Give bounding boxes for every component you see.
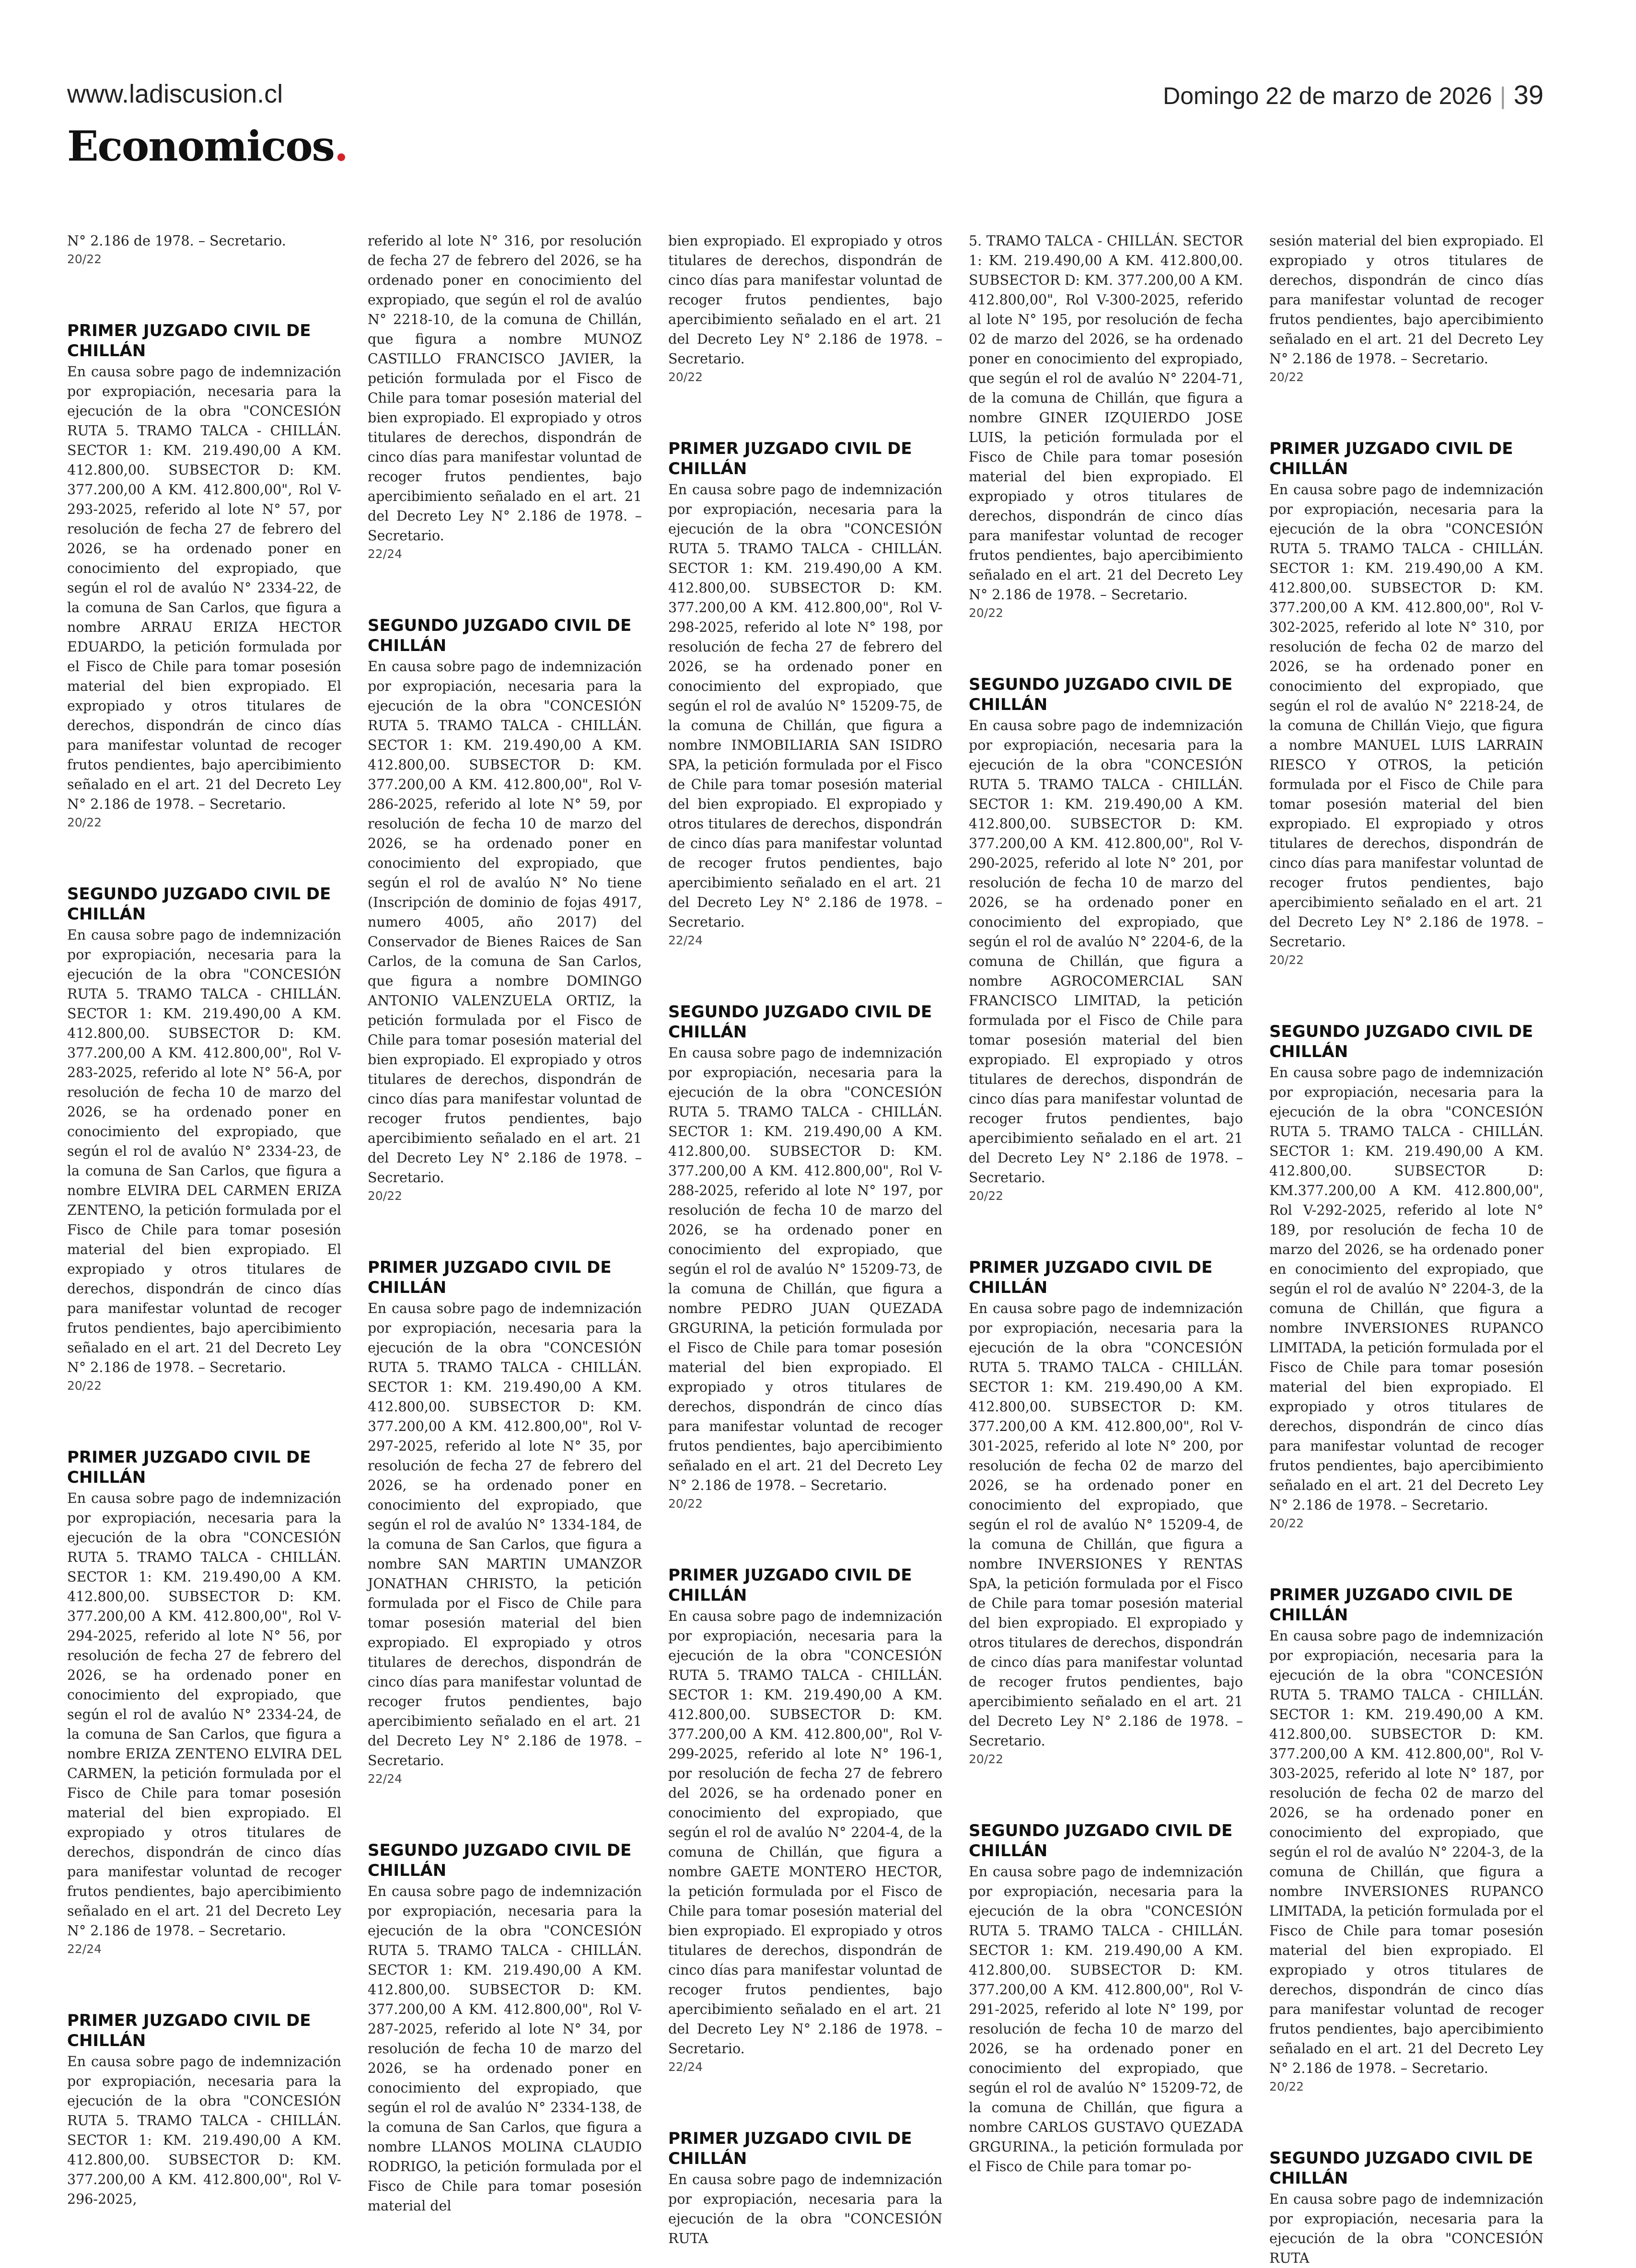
notice-code: 20/22 bbox=[67, 815, 102, 829]
notice-body: En causa sobre pago de indemnización por expropiación, necesaria para la ejecución de la obra "CONCESIÓN RUTA 5. TRAMO TALCA - CHILLÁN. SECTOR 1: KM. 219.490,00 A KM. 412.800,00. SUBSECTOR D: KM. 377.200,00 A KM. 412.800,00", Rol V-294-2025, referido al lote N° 56, por resolución de fecha 27 de febrero del 2026, se ha ordenado poner en conocimiento del expropiado, que según el rol de avalúo N° 2334-24, de la comuna de San Carlos, que figura a nombre ERIZA ZENTENO ELVIRA DEL CARMEN, la petición formulada por el Fisco de Chile para tomar posesión material del bien expropiado. El expropiado y otros titulares de derechos, dispondrán de cinco días para manifestar voluntad de recoger frutos pendientes, bajo apercibimiento señalado en el art. 21 del Decreto Ley N° 2.186 de 1978. – Secretario. bbox=[67, 1490, 341, 1939]
legal-notice bbox=[969, 1257, 1243, 1768]
legal-notice bbox=[368, 231, 642, 563]
section-title bbox=[67, 122, 348, 171]
column-3 bbox=[668, 231, 942, 2246]
legal-notice bbox=[67, 884, 341, 1395]
notice-body: En causa sobre pago de indemnización por expropiación, necesaria para la ejecución de la obra "CONCESIÓN RUTA 5. TRAMO TALCA - CHILLÁN. SECTOR 1: KM. 219.490,00 A KM. 412.800,00. SUBSECTOR D: KM. 377.200,00 A KM. 412.800,00", Rol V-301-2025, referido al lote N° 200, por resolución de fecha 02 de marzo del 2026, se ha ordenado poner en conocimiento del expropiado, que según el rol de avalúo N° 15209-4, de la comuna de Chillán, que figura a nombre INVERSIONES Y RENTAS SpA, la petición formulada por el Fisco de Chile para tomar posesión material del bien expropiado. El expropiado y otros titulares de derechos, dispondrán de cinco días para manifestar voluntad de recoger frutos pendientes, bajo apercibimiento señalado en el art. 21 del Decreto Ley N° 2.186 de 1978. – Secretario. bbox=[969, 1301, 1243, 1749]
legal-notice bbox=[368, 1840, 642, 2216]
notice-code: 20/22 bbox=[668, 1497, 703, 1511]
notice-title: PRIMER JUZGADO CIVIL DE CHILLÁN bbox=[67, 321, 311, 361]
notice-title: PRIMER JUZGADO CIVIL DE CHILLÁN bbox=[368, 1258, 612, 1297]
notice-body: En causa sobre pago de indemnización por expropiación, necesaria para la ejecución de la obra "CONCESIÓN RUTA 5. TRAMO TALCA - CHILLÁN. SECTOR 1: KM. 219.490,00 A KM. 412.800,00. SUBSECTOR D: KM. 377.200,00 A KM. 412.800,00", Rol V-291-2025, referido al lote N° 199, por resolución de fecha 10 de marzo del 2026, se ha ordenado poner en conocimiento del expropiado, que según el rol de avalúo N° 15209-72, de la comuna de Chillán, que figura a nombre CARLOS GUSTAVO QUEZADA GRGURINA., la petición formulada por el Fisco de Chile para tomar po- bbox=[969, 1864, 1243, 2175]
legal-notice bbox=[67, 231, 341, 268]
notice-title: PRIMER JUZGADO CIVIL DE CHILLÁN bbox=[67, 1448, 311, 1487]
notice-code: 20/22 bbox=[1269, 1516, 1304, 1530]
notice-code: 22/24 bbox=[668, 2060, 703, 2074]
notice-body: En causa sobre pago de indemnización por expropiación, necesaria para la ejecución de la obra "CONCESIÓN RUTA 5. TRAMO TALCA - CHILLÁN. SECTOR 1: KM. 219.490,00 A KM. 412.800,00. SUBSECTOR D: KM. 377.200,00 A KM. 412.800,00", Rol V-287-2025, referido al lote N° 34, por resolución de fecha 10 de marzo del 2026, se ha ordenado poner en conocimiento del expropiado, que según el rol de avalúo N° 2334-138, de la comuna de San Carlos, que figura a nombre LLANOS MOLINA CLAUDIO RODRIGO, la petición formulada por el Fisco de Chile para tomar posesión material del bbox=[368, 1884, 642, 2214]
notice-body: N° 2.186 de 1978. – Secretario. bbox=[67, 233, 286, 249]
notice-body: En causa sobre pago de indemnización por expropiación, necesaria para la ejecución de la obra "CONCESIÓN RUTA bbox=[668, 2172, 942, 2246]
meta-separator: | bbox=[1499, 82, 1506, 109]
column-5 bbox=[1269, 231, 1543, 2266]
issue-date: Domingo 22 de marzo de 2026 bbox=[1163, 82, 1492, 109]
notice-title: PRIMER JUZGADO CIVIL DE CHILLÁN bbox=[969, 1258, 1213, 1297]
notice-code: 20/22 bbox=[1269, 953, 1304, 967]
notice-body: En causa sobre pago de indemnización por expropiación, necesaria para la ejecución de la obra "CONCESIÓN RUTA 5. TRAMO TALCA - CHILLÁN. SECTOR 1: KM. 219.490,00 A KM. 412.800,00. SUBSECTOR D: KM. 377.200,00 A KM. 412.800,00", Rol V-297-2025, referido al lote N° 35, por resolución de fecha 27 de febrero del 2026, se ha ordenado poner en conocimiento del expropiado, que según el rol de avalúo N° 1334-184, de la comuna de San Carlos, que figura a nombre SAN MARTIN UMANZOR JONATHAN CHRISTO, la petición formulada por el Fisco de Chile para tomar posesión material del bien expropiado. El expropiado y otros titulares de derechos, dispondrán de cinco días para manifestar voluntad de recoger frutos pendientes, bajo apercibimiento señalado en el art. 21 del Decreto Ley N° 2.186 de 1978. – Secretario. bbox=[368, 1301, 642, 1768]
legal-notice bbox=[1269, 1585, 1543, 2095]
notice-code: 20/22 bbox=[1269, 2080, 1304, 2094]
legal-notice bbox=[969, 1821, 1243, 2176]
notice-title: SEGUNDO JUZGADO CIVIL DE CHILLÁN bbox=[67, 884, 331, 924]
notice-body: En causa sobre pago de indemnización por expropiación, necesaria para la ejecución de la obra "CONCESIÓN RUTA 5. TRAMO TALCA - CHILLÁN. SECTOR 1: KM. 219.490,00 A KM. 412.800,00. SUBSECTOR D: KM. 377.200,00 A KM. 412.800,00", Rol V-299-2025, referido al lote N° 196-1, por resolución de fecha 27 de febrero del 2026, se ha ordenado poner en conocimiento del expropiado, que según el rol de avalúo N° 2204-4, de la comuna de Chillán, que figura a nombre GAETE MONTERO HECTOR, la petición formulada por el Fisco de Chile para tomar posesión material del bien expropiado. El expropiado y otros titulares de derechos, dispondrán de cinco días para manifestar voluntad de recoger frutos pendientes, bajo apercibimiento señalado en el art. 21 del Decreto Ley N° 2.186 de 1978. – Secretario. bbox=[668, 1608, 942, 2057]
legal-notice bbox=[368, 616, 642, 1205]
notice-title: SEGUNDO JUZGADO CIVIL DE CHILLÁN bbox=[1269, 1022, 1533, 1061]
page-number: 39 bbox=[1513, 80, 1543, 110]
notice-body: En causa sobre pago de indemnización por expropiación, necesaria para la ejecución de la obra "CONCESIÓN RUTA 5. TRAMO TALCA - CHILLÁN. SECTOR 1: KM. 219.490,00 A KM. 412.800,00. SUBSECTOR D: KM. 377.200,00 A KM. 412.800,00", Rol V-290-2025, referido al lote N° 201, por resolución de fecha 10 de marzo del 2026, se ha ordenado poner en conocimiento del expropiado, que según el rol de avalúo N° 2204-6, de la comuna de Chillán, que figura a nombre AGROCOMERCIAL SAN FRANCISCO LIMITAD, la petición formulada por el Fisco de Chile para tomar posesión material del bien expropiado. El expropiado y otros titulares de derechos, dispondrán de cinco días para manifestar voluntad de recoger frutos pendientes, bajo apercibimiento señalado en el art. 21 del Decreto Ley N° 2.186 de 1978. – Secretario. bbox=[969, 718, 1243, 1186]
legal-notice bbox=[668, 2128, 942, 2248]
notice-body: En causa sobre pago de indemnización por expropiación, necesaria para la ejecución de la obra "CONCESIÓN RUTA 5. TRAMO TALCA - CHILLÁN. SECTOR 1: KM. 219.490,00 A KM. 412.800,00. SUBSECTOR D: KM. 377.200,00 A KM. 412.800,00", Rol V-302-2025, referido al lote N° 310, por resolución de fecha 02 de marzo del 2026, se ha ordenado poner en conocimiento del expropiado, que según el rol de avalúo N° 2218-24, de la comuna de Chillán Viejo, que figura a nombre MANUEL LUIS LARRAIN RIESCO Y OTROS, la petición formulada por el Fisco de Chile para tomar posesión material del bien expropiado. El expropiado y otros titulares de derechos, dispondrán de cinco días para manifestar voluntad de recoger frutos pendientes, bajo apercibimiento señalado en el art. 21 del Decreto Ley N° 2.186 de 1978. – Secretario. bbox=[1269, 482, 1543, 950]
notice-body: En causa sobre pago de indemnización por expropiación, necesaria para la ejecución de la obra "CONCESIÓN RUTA 5. TRAMO TALCA - CHILLÁN. SECTOR 1: KM. 219.490,00 A KM. 412.800,00. SUBSECTOR D: KM. 377.200,00 A KM. 412.800,00", Rol V-303-2025, referido al lote N° 187, por resolución de fecha 02 de marzo del 2026, se ha ordenado poner en conocimiento del expropiado, que según el rol de avalúo N° 2204-3, de la comuna de Chillán, que figura a nombre INVERSIONES RUPANCO LIMITADA, la petición formulada por el Fisco de Chile para tomar posesión material del bien expropiado. El expropiado y otros titulares de derechos, dispondrán de cinco días para manifestar voluntad de recoger frutos pendientes, bajo apercibimiento señalado en el art. 21 del Decreto Ley N° 2.186 de 1978. – Secretario. bbox=[1269, 1628, 1543, 2076]
site-url-link[interactable]: www.ladiscusion.cl bbox=[67, 80, 283, 108]
classifieds-columns bbox=[67, 231, 1543, 2266]
notice-body: En causa sobre pago de indemnización por expropiación, necesaria para la ejecución de la obra "CONCESIÓN RUTA bbox=[1269, 2191, 1543, 2266]
legal-notice bbox=[1269, 231, 1543, 386]
legal-notice bbox=[1269, 2148, 1543, 2268]
legal-notice bbox=[668, 1002, 942, 1512]
legal-notice bbox=[969, 231, 1243, 622]
notice-title: PRIMER JUZGADO CIVIL DE CHILLÁN bbox=[668, 1566, 912, 1605]
notice-body: bien expropiado. El expropiado y otros titulares de derechos, dispondrán de cinco días para manifestar voluntad de recoger frutos pendientes, bajo apercibimiento señalado en el art. 21 del Decreto Ley N° 2.186 de 1978. – Secretario. bbox=[668, 233, 942, 367]
legal-notice bbox=[1269, 439, 1543, 969]
notice-body: En causa sobre pago de indemnización por expropiación, necesaria para la ejecución de la obra "CONCESIÓN RUTA 5. TRAMO TALCA - CHILLÁN. SECTOR 1: KM. 219.490,00 A KM. 412.800,00. SUBSECTOR D: KM. 377.200,00 A KM. 412.800,00", Rol V-288-2025, referido al lote N° 197, por resolución de fecha 10 de marzo del 2026, se ha ordenado poner en conocimiento del expropiado, que según el rol de avalúo N° 15209-73, de la comuna de Chillán, que figura a nombre PEDRO JUAN QUEZADA GRGURINA, la petición formulada por el Fisco de Chile para tomar posesión material del bien expropiado. El expropiado y otros titulares de derechos, dispondrán de cinco días para manifestar voluntad de recoger frutos pendientes, bajo apercibimiento señalado en el art. 21 del Decreto Ley N° 2.186 de 1978. – Secretario. bbox=[668, 1045, 942, 1493]
column-4 bbox=[969, 231, 1243, 2240]
legal-notice bbox=[67, 321, 341, 831]
legal-notice bbox=[668, 1565, 942, 2076]
notice-code: 22/24 bbox=[368, 547, 403, 561]
section-title-text: Economicos bbox=[67, 122, 334, 171]
legal-notice bbox=[969, 675, 1243, 1205]
notice-body: referido al lote N° 316, por resolución de fecha 27 de febrero del 2026, se ha ordenado poner en conocimiento del expropiado, que según el rol de avalúo N° 2218-10, de la comuna de Chillán, que figura a nombre MUNOZ CASTILLO FRANCISCO JAVIER, la petición formulada por el Fisco de Chile para tomar posesión material del bien expropiado. El expropiado y otros titulares de derechos, dispondrán de cinco días para manifestar voluntad de recoger frutos pendientes, bajo apercibimiento señalado en el art. 21 del Decreto Ley N° 2.186 de 1978. – Secretario. bbox=[368, 233, 642, 544]
notice-body: En causa sobre pago de indemnización por expropiación, necesaria para la ejecución de la obra "CONCESIÓN RUTA 5. TRAMO TALCA - CHILLÁN. SECTOR 1: KM. 219.490,00 A KM. 412.800,00. SUBSECTOR D: KM.377.200,00 A KM. 412.800,00", Rol V-292-2025, referido al lote N° 189, por resolución de fecha 10 de marzo del 2026, se ha ordenado poner en conocimiento del expropiado, que según el rol de avalúo N° 2204-3, de la comuna de Chillán, que figura a nombre INVERSIONES RUPANCO LIMITADA, la petición formulada por el Fisco de Chile para tomar posesión material del bien expropiado. El expropiado y otros titulares de derechos, dispondrán de cinco días para manifestar voluntad de recoger frutos pendientes, bajo apercibimiento señalado en el art. 21 del Decreto Ley N° 2.186 de 1978. – Secretario. bbox=[1269, 1065, 1543, 1513]
notice-title: PRIMER JUZGADO CIVIL DE CHILLÁN bbox=[668, 439, 912, 478]
legal-notice bbox=[668, 231, 942, 386]
notice-code: 20/22 bbox=[1269, 370, 1304, 384]
notice-title: PRIMER JUZGADO CIVIL DE CHILLÁN bbox=[668, 2129, 912, 2168]
notice-title: SEGUNDO JUZGADO CIVIL DE CHILLÁN bbox=[969, 675, 1233, 714]
section-title-dot: . bbox=[334, 122, 348, 171]
notice-code: 22/24 bbox=[368, 1772, 403, 1786]
legal-notice bbox=[368, 1257, 642, 1788]
notice-body: En causa sobre pago de indemnización por expropiación, necesaria para la ejecución de la obra "CONCESIÓN RUTA 5. TRAMO TALCA - CHILLÁN. SECTOR 1: KM. 219.490,00 A KM. 412.800,00. SUBSECTOR D: KM. 377.200,00 A KM. 412.800,00", Rol V-298-2025, referido al lote N° 198, por resolución de fecha 27 de febrero del 2026, se ha ordenado poner en conocimiento del expropiado, que según el rol de avalúo N° 15209-75, de la comuna de Chillán, que figura a nombre INMOBILIARIA SAN ISIDRO SPA, la petición formulada por el Fisco de Chile para tomar posesión material del bien expropiado. El expropiado y otros titulares de derechos, dispondrán de cinco días para manifestar voluntad de recoger frutos pendientes, bajo apercibimiento señalado en el art. 21 del Decreto Ley N° 2.186 de 1978. – Secretario. bbox=[668, 482, 942, 930]
notice-body: En causa sobre pago de indemnización por expropiación, necesaria para la ejecución de la obra "CONCESIÓN RUTA 5. TRAMO TALCA - CHILLÁN. SECTOR 1: KM. 219.490,00 A KM. 412.800,00. SUBSECTOR D: KM. 377.200,00 A KM. 412.800,00", Rol V-286-2025, referido al lote N° 59, por resolución de fecha 10 de marzo del 2026, se ha ordenado poner en conocimiento del expropiado, que según el rol de avalúo N° No tiene (Inscripción de dominio de fojas 4917, numero 4005, año 2017) del Conservador de Bienes Raices de San Carlos, de la comuna de San Carlos, que figura a nombre DOMINGO ANTONIO VALENZUELA ORTIZ, la petición formulada por el Fisco de Chile para tomar posesión material del bien expropiado. El expropiado y otros titulares de derechos, dispondrán de cinco días para manifestar voluntad de recoger frutos pendientes, bajo apercibimiento señalado en el art. 21 del Decreto Ley N° 2.186 de 1978. – Secretario. bbox=[368, 659, 642, 1186]
column-1 bbox=[67, 231, 341, 2240]
notice-body: sesión material del bien expropiado. El expropiado y otros titulares de derechos, dispondrán de cinco días para manifestar voluntad de recoger frutos pendientes, bajo apercibimiento señalado en el art. 21 del Decreto Ley N° 2.186 de 1978. – Secretario. bbox=[1269, 233, 1543, 367]
notice-body: 5. TRAMO TALCA - CHILLÁN. SECTOR 1: KM. 219.490,00 A KM. 412.800,00. SUBSECTOR D: KM. 377.200,00 A KM. 412.800,00", Rol V-300-2025, referido al lote N° 195, por resolución de fecha 02 de marzo del 2026, se ha ordenado poner en conocimiento del expropiado, que según el rol de avalúo N° 2204-71, de la comuna de Chillán, que figura a nombre GINER IZQUIERDO JOSE LUIS, la petición formulada por el Fisco de Chile para tomar posesión material del bien expropiado. El expropiado y otros titulares de derechos, dispondrán de cinco días para manifestar voluntad de recoger frutos pendientes, bajo apercibimiento señalado en el art. 21 del Decreto Ley N° 2.186 de 1978. – Secretario. bbox=[969, 233, 1243, 603]
notice-code: 20/22 bbox=[368, 1189, 403, 1203]
notice-title: SEGUNDO JUZGADO CIVIL DE CHILLÁN bbox=[368, 1841, 632, 1880]
notice-code: 20/22 bbox=[67, 252, 102, 266]
notice-body: En causa sobre pago de indemnización por expropiación, necesaria para la ejecución de la obra "CONCESIÓN RUTA 5. TRAMO TALCA - CHILLÁN. SECTOR 1: KM. 219.490,00 A KM. 412.800,00. SUBSECTOR D: KM. 377.200,00 A KM. 412.800,00", Rol V-283-2025, referido al lote N° 56-A, por resolución de fecha 10 de marzo del 2026, se ha ordenado poner en conocimiento del expropiado, que según el rol de avalúo N° 2334-23, de la comuna de San Carlos, que figura a nombre ELVIRA DEL CARMEN ERIZA ZENTENO, la petición formulada por el Fisco de Chile para tomar posesión material del bien expropiado. El expropiado y otros titulares de derechos, dispondrán de cinco días para manifestar voluntad de recoger frutos pendientes, bajo apercibimiento señalado en el art. 21 del Decreto Ley N° 2.186 de 1978. – Secretario. bbox=[67, 927, 341, 1375]
notice-code: 20/22 bbox=[969, 1189, 1004, 1203]
notice-code: 20/22 bbox=[969, 1752, 1004, 1766]
notice-title: PRIMER JUZGADO CIVIL DE CHILLÁN bbox=[1269, 439, 1513, 478]
notice-title: SEGUNDO JUZGADO CIVIL DE CHILLÁN bbox=[969, 1821, 1233, 1861]
legal-notice bbox=[67, 1447, 341, 1958]
notice-code: 20/22 bbox=[67, 1379, 102, 1393]
notice-body: En causa sobre pago de indemnización por expropiación, necesaria para la ejecución de la obra "CONCESIÓN RUTA 5. TRAMO TALCA - CHILLÁN. SECTOR 1: KM. 219.490,00 A KM. 412.800,00. SUBSECTOR D: KM. 377.200,00 A KM. 412.800,00", Rol V-296-2025, bbox=[67, 2054, 341, 2207]
notice-code: 20/22 bbox=[668, 370, 703, 384]
column-2 bbox=[368, 231, 642, 2240]
notice-code: 20/22 bbox=[969, 606, 1004, 620]
page-header bbox=[67, 72, 1543, 177]
legal-notice bbox=[668, 439, 942, 949]
notice-code: 22/24 bbox=[668, 933, 703, 947]
legal-notice bbox=[1269, 1022, 1543, 1532]
notice-title: SEGUNDO JUZGADO CIVIL DE CHILLÁN bbox=[1269, 2149, 1533, 2188]
page-meta bbox=[1163, 79, 1543, 110]
notice-title: SEGUNDO JUZGADO CIVIL DE CHILLÁN bbox=[668, 1002, 932, 1042]
notice-title: SEGUNDO JUZGADO CIVIL DE CHILLÁN bbox=[368, 616, 632, 655]
notice-title: PRIMER JUZGADO CIVIL DE CHILLÁN bbox=[1269, 1585, 1513, 1625]
notice-body: En causa sobre pago de indemnización por expropiación, necesaria para la ejecución de la obra "CONCESIÓN RUTA 5. TRAMO TALCA - CHILLÁN. SECTOR 1: KM. 219.490,00 A KM. 412.800,00. SUBSECTOR D: KM. 377.200,00 A KM. 412.800,00", Rol V-293-2025, referido al lote N° 57, por resolución de fecha 27 de febrero del 2026, se ha ordenado poner en conocimiento del expropiado, que según el rol de avalúo N° 2334-22, de la comuna de San Carlos, que figura a nombre ARRAU ERIZA HECTOR EDUARDO, la petición formulada por el Fisco de Chile para tomar posesión material del bien expropiado. El expropiado y otros titulares de derechos, dispondrán de cinco días para manifestar voluntad de recoger frutos pendientes, bajo apercibimiento señalado en el art. 21 del Decreto Ley N° 2.186 de 1978. – Secretario. bbox=[67, 364, 341, 812]
notice-title: PRIMER JUZGADO CIVIL DE CHILLÁN bbox=[67, 2011, 311, 2050]
legal-notice bbox=[67, 2011, 341, 2209]
notice-code: 22/24 bbox=[67, 1942, 102, 1956]
